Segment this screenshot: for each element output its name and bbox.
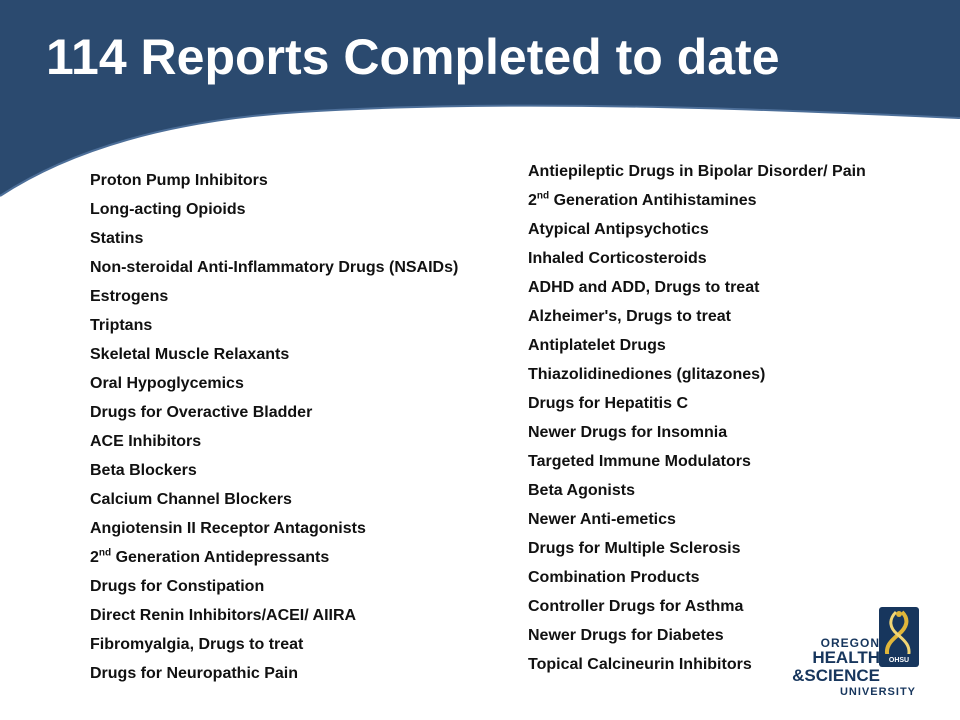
report-item-text: Generation Antihistamines <box>549 192 757 209</box>
logo-badge: OHSU <box>888 657 910 664</box>
report-item: Antiepileptic Drugs in Bipolar Disorder/ Pain <box>528 163 866 180</box>
report-item: Controller Drugs for Asthma <box>528 598 744 615</box>
logo-oregon: OREGON <box>820 636 880 650</box>
report-item: Alzheimer's, Drugs to treat <box>528 308 731 325</box>
report-item: Beta Agonists <box>528 482 635 499</box>
report-item: Beta Blockers <box>90 462 197 479</box>
report-item: Oral Hypoglycemics <box>90 375 244 392</box>
right-report-list <box>528 157 866 679</box>
report-item: Targeted Immune Modulators <box>528 453 751 470</box>
ohsu-shield-icon <box>878 606 920 668</box>
report-item: Drugs for Constipation <box>90 578 265 595</box>
report-item-text: Generation Antidepressants <box>111 549 330 566</box>
report-item: Drugs for Overactive Bladder <box>90 404 313 421</box>
report-item: Long-acting Opioids <box>90 201 246 218</box>
report-item: Non-steroidal Anti-Inflammatory Drugs (NSAIDs) <box>90 259 459 276</box>
report-item: Newer Drugs for Diabetes <box>528 627 724 644</box>
report-item: Drugs for Neuropathic Pain <box>90 665 299 682</box>
report-item: Calcium Channel Blockers <box>90 491 292 508</box>
report-item: Triptans <box>90 317 153 334</box>
report-item: Atypical Antipsychotics <box>528 221 709 238</box>
ohsu-logo <box>792 606 922 702</box>
report-item: Inhaled Corticosteroids <box>528 250 707 267</box>
ordinal-number: 2 <box>528 192 537 209</box>
report-item: Topical Calcineurin Inhibitors <box>528 656 752 673</box>
ordinal-suffix: nd <box>98 547 112 559</box>
report-item <box>528 186 866 215</box>
report-item: Statins <box>90 230 144 247</box>
report-item: Fibromyalgia, Drugs to treat <box>90 636 304 653</box>
report-item: Drugs for Multiple Sclerosis <box>528 540 741 557</box>
report-item <box>90 543 458 572</box>
slide-title: 114 Reports Completed to date <box>46 29 780 85</box>
report-item: ACE Inhibitors <box>90 433 202 450</box>
logo-university: UNIVERSITY <box>839 686 916 698</box>
report-item: Direct Renin Inhibitors/ACEI/ AIIRA <box>90 607 357 624</box>
report-item: Proton Pump Inhibitors <box>90 172 268 189</box>
logo-health: HEALTH <box>812 648 880 667</box>
report-item: Newer Anti-emetics <box>528 511 676 528</box>
report-item: ADHD and ADD, Drugs to treat <box>528 279 760 296</box>
report-item: Antiplatelet Drugs <box>528 337 666 354</box>
logo-science: &SCIENCE <box>792 666 880 685</box>
report-item: Skeletal Muscle Relaxants <box>90 346 290 363</box>
ordinal-number: 2 <box>90 549 99 566</box>
report-item: Combination Products <box>528 569 700 586</box>
report-item: Newer Drugs for Insomnia <box>528 424 728 441</box>
report-item: Drugs for Hepatitis C <box>528 395 689 412</box>
report-item: Thiazolidinediones (glitazones) <box>528 366 766 383</box>
report-item: Angiotensin II Receptor Antagonists <box>90 520 366 537</box>
report-item: Estrogens <box>90 288 169 305</box>
left-report-list <box>90 166 458 688</box>
ordinal-suffix: nd <box>536 190 550 202</box>
